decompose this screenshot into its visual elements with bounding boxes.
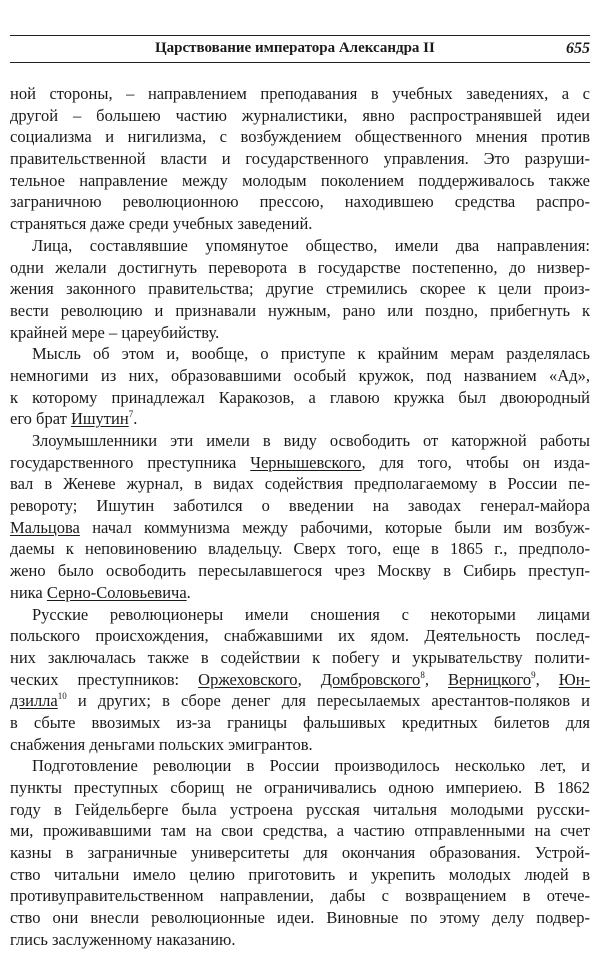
text-segment: году в Гейдельберге была устроена русская читальня молодыми русски- [10, 799, 590, 819]
text-segment: , [297, 669, 321, 689]
header-bottom-rule [10, 62, 590, 63]
text-segment: Мысль об этом и, вообще, о приступе к крайним мерам разделялась [32, 344, 590, 364]
text-segment: ной стороны, – направлением преподавания в учебных заведениях, а с [10, 84, 590, 103]
header-top-rule [10, 35, 590, 36]
text-line [10, 907, 590, 929]
underlined-name: дзилла [10, 691, 58, 711]
text-segment: немногими из них, образовавшими особый кружок, под названием «Ад», [10, 365, 590, 385]
text-line [10, 170, 590, 192]
text-segment: к которому принадлежал Каракозов, а главою кружка был двоюродный [10, 387, 590, 407]
text-segment: другой – большею частию журналистики, явно распространявшей идеи [10, 105, 590, 125]
text-line [10, 430, 590, 452]
underlined-name: Верницкого [447, 669, 532, 689]
text-line [10, 322, 590, 344]
text-segment: даемы к неповиновению владельцу. Сверх того, еще в 1865 г., предполо- [10, 539, 590, 559]
footnote-marker: 9 [531, 669, 536, 680]
text-line [10, 734, 590, 756]
text-line [10, 408, 590, 430]
text-line [10, 257, 590, 279]
text-line [10, 885, 590, 907]
footnote-marker: 10 [57, 691, 67, 702]
text-segment: Злоумышленники эти имели в виду освободить от каторжной работы [32, 431, 590, 450]
text-segment: противуправительственном направлении, дабы с возвращением в отече- [10, 886, 590, 906]
text-segment: ника [10, 582, 47, 602]
text-line [10, 538, 590, 560]
text-segment: казны в заграничные университеты для окончания образования. Устрой- [10, 843, 590, 863]
text-line [10, 235, 590, 257]
text-line [10, 365, 590, 387]
text-line [10, 278, 590, 300]
text-line [10, 473, 590, 495]
text-line [10, 712, 590, 734]
page-number: 655 [566, 40, 590, 57]
text-line [10, 799, 590, 821]
text-segment: и других; в сборе денег для пересылаемых арестантов-поляков и [66, 691, 590, 711]
text-segment: ревороту; Ишутин заботился о введении на заводах генерал-майора [10, 496, 590, 516]
underlined-name: Ишутин [70, 409, 129, 429]
underlined-name: Мальцова [10, 517, 80, 537]
underlined-name: Чернышевского [250, 452, 362, 472]
text-segment: начал коммунизма между рабочими, которые были им возбуж- [79, 517, 590, 537]
text-segment: жения законного правительства; другие стремились скорее к цели произ- [10, 279, 590, 299]
text-segment: Русские революционеры имели сношения с некоторыми лицами [32, 604, 590, 624]
text-segment: пункты преступных сборищ не ограничивались одною империею. В 1862 [10, 778, 590, 797]
text-segment: , для того, чтобы он изда- [361, 452, 590, 472]
text-segment: , [535, 669, 559, 689]
body-text [10, 83, 590, 951]
text-line [10, 864, 590, 886]
text-line [10, 755, 590, 777]
text-line [10, 452, 590, 474]
underlined-name: Домбровского [320, 669, 421, 689]
text-segment: вал в Женеве журнал, в видах содействия предполагаемому в России пе- [10, 474, 590, 494]
text-segment: ство они внесли революционные идеи. Виновные по этому делу подвер- [10, 908, 590, 928]
text-line [10, 213, 590, 235]
text-segment: ство читальни имело целию приготовить и укрепить молодых людей в [10, 864, 590, 884]
text-segment: страняться даже среди учебных заведений. [10, 214, 313, 234]
text-segment: польского происхождения, снабжавшими их ядом. Деятельность послед- [10, 626, 590, 646]
text-line [10, 560, 590, 582]
text-line [10, 690, 590, 712]
text-line [10, 387, 590, 409]
text-line [10, 105, 590, 127]
text-segment: вести революцию и признавали нужным, рано или поздно, прибегнуть к [10, 300, 590, 320]
text-segment: заграничною революционною прессою, находившею средства распро- [10, 192, 590, 212]
text-segment: социализма и нигилизма, с возбуждением общественного мнения против [10, 127, 590, 147]
text-segment: глись заслуженному наказанию. [10, 929, 236, 949]
underlined-name: Оржеховского [198, 669, 298, 689]
text-line [10, 517, 590, 539]
text-segment: снабжения деньгами польских эмигрантов. [10, 734, 313, 754]
footnote-marker: 8 [420, 669, 425, 680]
underlined-name: Серно-Соловьевича [46, 582, 187, 602]
text-line [10, 343, 590, 365]
text-line [10, 669, 590, 691]
text-segment: ми, проживавшими там на свои средства, а частию отправленными на счет [10, 821, 590, 841]
text-line [10, 820, 590, 842]
text-segment: , [424, 669, 448, 689]
text-line [10, 842, 590, 864]
text-line [10, 148, 590, 170]
text-segment: . [186, 582, 191, 602]
text-line [10, 929, 590, 951]
text-segment: . [133, 409, 138, 429]
text-segment: тельное направление между молодым поколением поддерживалось также [10, 170, 590, 190]
underlined-name: Юн- [558, 669, 590, 689]
text-segment: ческих преступников: [10, 669, 199, 689]
text-segment: в сбыте ввозимых из-за границы фальшивых кредитных билетов для [10, 712, 590, 732]
text-segment: его брат [10, 409, 71, 429]
text-segment: одни желали достигнуть переворота в государстве постепенно, до низвер- [10, 257, 590, 277]
text-segment: них заключалась также в содействии к побегу и укрывательству полити- [10, 647, 590, 667]
text-line [10, 300, 590, 322]
text-line [10, 604, 590, 626]
running-title: Царствование императора Александра II [155, 40, 435, 56]
text-line [10, 647, 590, 669]
text-line [10, 126, 590, 148]
text-line [10, 191, 590, 213]
text-line [10, 582, 590, 604]
running-header [10, 40, 590, 60]
text-segment: Лица, составлявшие упомянутое общество, имели два направления: [32, 235, 590, 255]
text-segment: правительственной власти и государственного управления. Это разруши- [10, 149, 590, 169]
footnote-marker: 7 [128, 409, 134, 420]
text-line [10, 83, 590, 105]
text-segment: крайней мере – цареубийству. [10, 322, 220, 342]
text-segment: Подготовление революции в России производилось несколько лет, и [32, 756, 590, 776]
text-line [10, 495, 590, 517]
text-segment: государственного преступника [10, 452, 251, 472]
text-line [10, 777, 590, 799]
text-line [10, 625, 590, 647]
text-segment: жено было освободить пересылавшегося чрез Москву в Сибирь преступ- [10, 561, 590, 581]
